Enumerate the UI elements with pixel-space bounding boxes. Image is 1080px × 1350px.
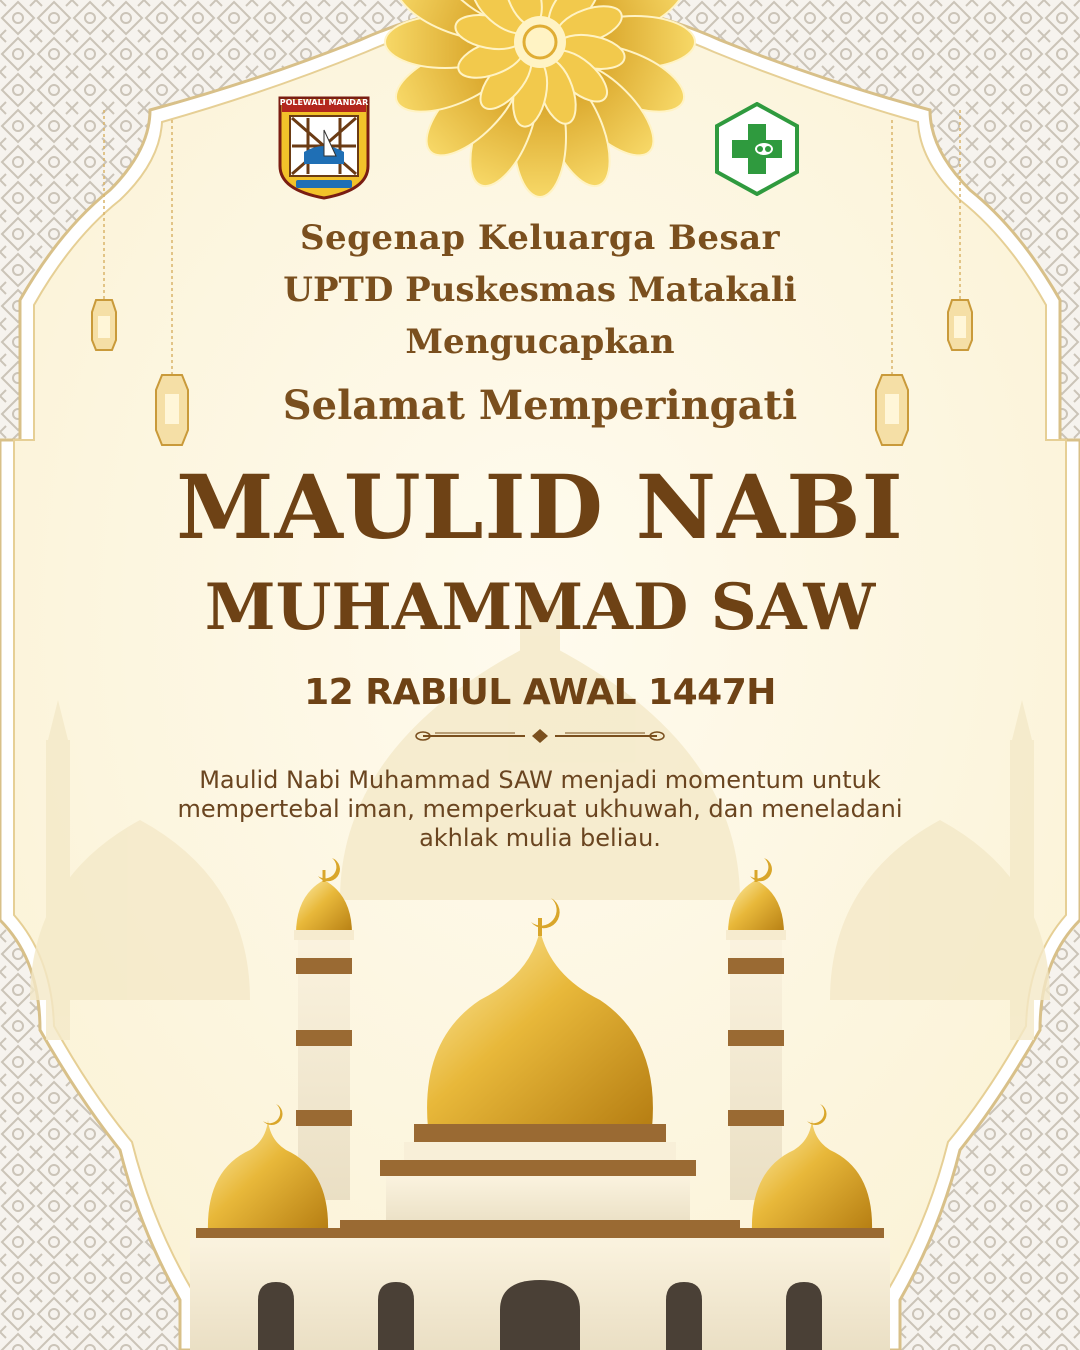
- event-date: 12 RABIUL AWAL 1447H: [304, 672, 776, 713]
- title-line-2: MUHAMMAD SAW: [204, 570, 876, 645]
- ornament-divider: [415, 727, 665, 745]
- emblem-label: POLEWALI MANDAR: [279, 98, 369, 107]
- polewali-mandar-emblem-icon: [278, 96, 370, 200]
- puskesmas-logo-icon: [714, 102, 800, 196]
- greeting-line-1: Segenap Keluarga Besar: [299, 218, 781, 258]
- greeting-line-4: Selamat Memperingati: [282, 382, 798, 429]
- greeting-line-2: UPTD Puskesmas Matakali: [283, 270, 797, 310]
- title-line-1: MAULID NABI: [176, 455, 904, 559]
- message-paragraph: Maulid Nabi Muhammad SAW menjadi momentum untuk mempertebal iman, memperkuat ukhuwah, dan meneladani akhlak mulia beliau.: [177, 766, 903, 852]
- greeting-line-3: Mengucapkan: [405, 322, 675, 362]
